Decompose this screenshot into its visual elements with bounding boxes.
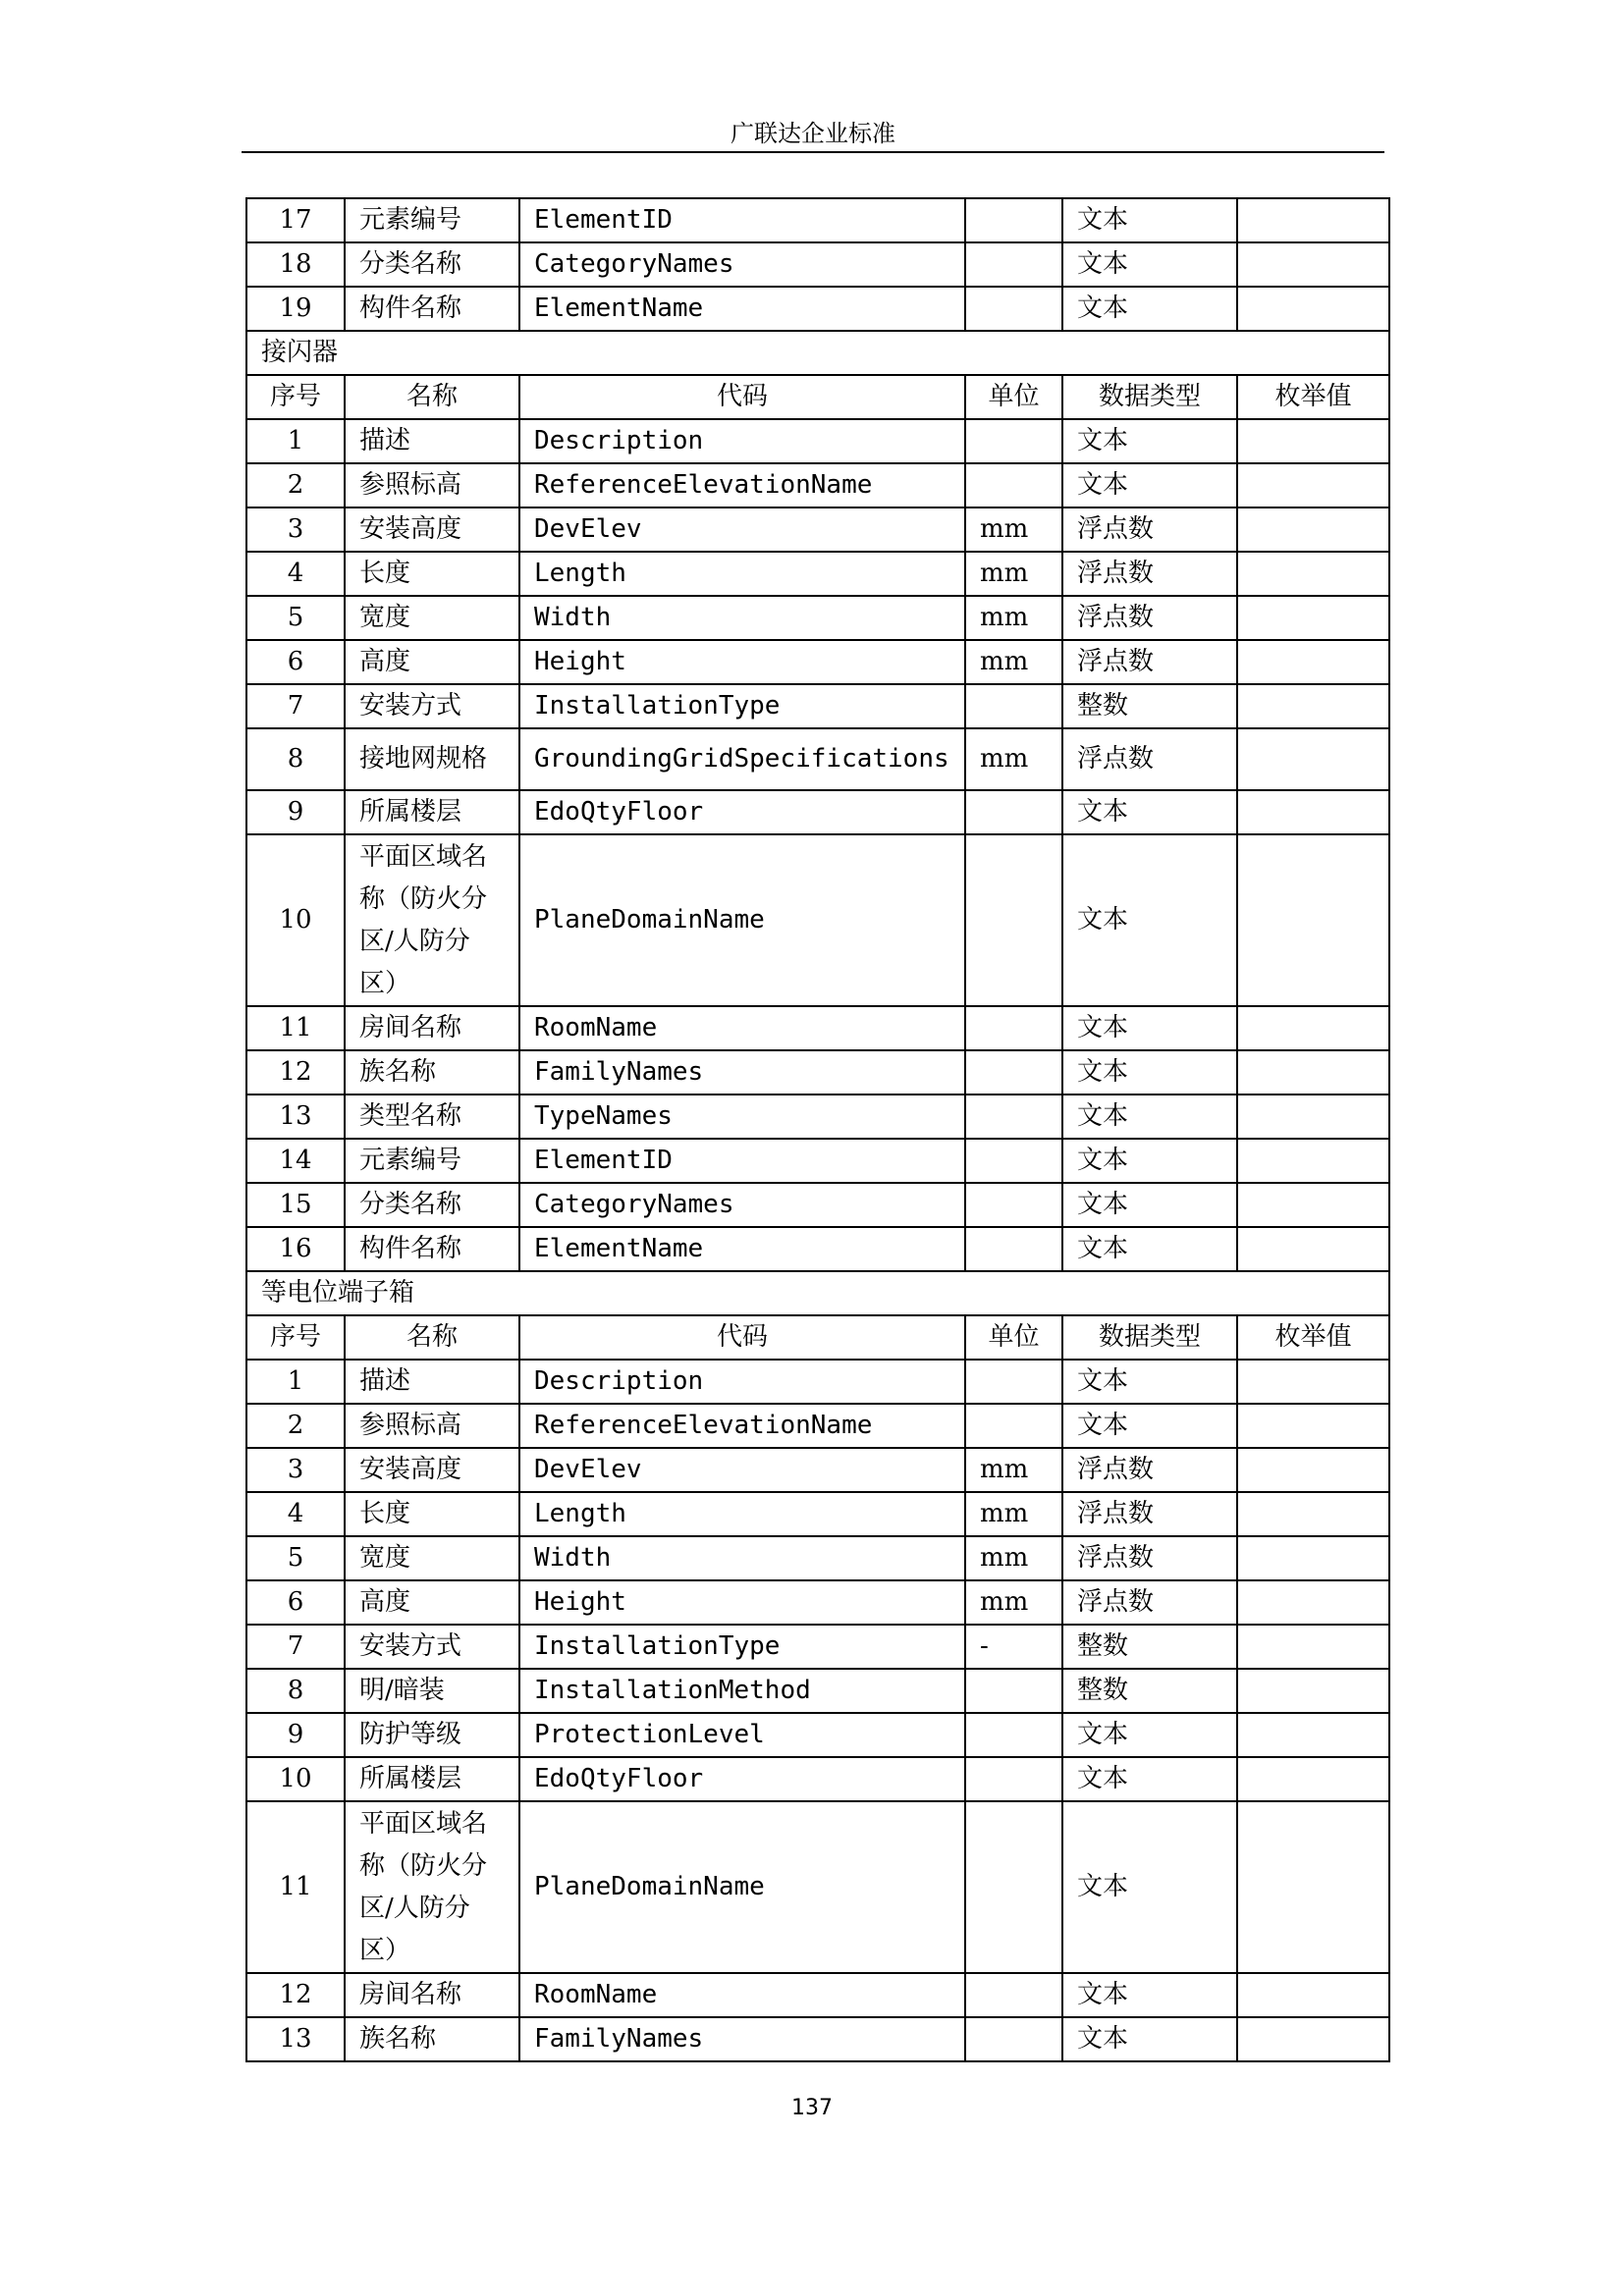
cell-no: 18 bbox=[246, 242, 345, 287]
cell-code: ElementName bbox=[519, 1227, 965, 1271]
cell-name: 明/暗装 bbox=[345, 1669, 519, 1713]
cell-type: 文本 bbox=[1062, 1973, 1237, 2017]
table-row bbox=[246, 1183, 1389, 1227]
cell-enum bbox=[1237, 1536, 1389, 1580]
cell-unit bbox=[965, 1095, 1062, 1139]
cell-enum bbox=[1237, 1139, 1389, 1183]
table-row bbox=[246, 1713, 1389, 1757]
column-header-type: 数据类型 bbox=[1062, 1315, 1237, 1360]
cell-unit: mm bbox=[965, 596, 1062, 640]
cell-enum bbox=[1237, 507, 1389, 552]
table-row bbox=[246, 1757, 1389, 1801]
column-header-enum: 枚举值 bbox=[1237, 1315, 1389, 1360]
cell-code: EdoQtyFloor bbox=[519, 790, 965, 834]
cell-enum bbox=[1237, 1095, 1389, 1139]
table-row bbox=[246, 684, 1389, 728]
cell-unit bbox=[965, 1360, 1062, 1404]
cell-name: 类型名称 bbox=[345, 1095, 519, 1139]
cell-type: 浮点数 bbox=[1062, 1492, 1237, 1536]
cell-type: 整数 bbox=[1062, 1669, 1237, 1713]
cell-type: 文本 bbox=[1062, 1183, 1237, 1227]
table-row bbox=[246, 640, 1389, 684]
cell-unit bbox=[965, 834, 1062, 1006]
cell-unit: - bbox=[965, 1625, 1062, 1669]
cell-no: 14 bbox=[246, 1139, 345, 1183]
cell-type: 文本 bbox=[1062, 419, 1237, 463]
cell-type: 文本 bbox=[1062, 198, 1237, 242]
cell-code: GroundingGridSpecifications bbox=[519, 728, 965, 790]
table-row bbox=[246, 1625, 1389, 1669]
cell-unit bbox=[965, 1227, 1062, 1271]
cell-no: 12 bbox=[246, 1050, 345, 1095]
cell-no: 16 bbox=[246, 1227, 345, 1271]
cell-name: 安装方式 bbox=[345, 684, 519, 728]
table-row bbox=[246, 1492, 1389, 1536]
cell-name: 元素编号 bbox=[345, 198, 519, 242]
cell-enum bbox=[1237, 463, 1389, 507]
cell-enum bbox=[1237, 1227, 1389, 1271]
table-row bbox=[246, 1139, 1389, 1183]
cell-no: 11 bbox=[246, 1006, 345, 1050]
cell-no: 2 bbox=[246, 463, 345, 507]
table-row bbox=[246, 834, 1389, 1006]
cell-unit: mm bbox=[965, 728, 1062, 790]
cell-unit bbox=[965, 2017, 1062, 2061]
cell-no: 9 bbox=[246, 1713, 345, 1757]
page-header-title: 广联达企业标准 bbox=[731, 120, 895, 147]
cell-type: 文本 bbox=[1062, 1095, 1237, 1139]
cell-unit: mm bbox=[965, 1448, 1062, 1492]
cell-name: 房间名称 bbox=[345, 1006, 519, 1050]
spec-table-body bbox=[246, 198, 1389, 2061]
cell-no: 12 bbox=[246, 1973, 345, 2017]
cell-code: Width bbox=[519, 596, 965, 640]
column-header-unit: 单位 bbox=[965, 1315, 1062, 1360]
table-row bbox=[246, 242, 1389, 287]
cell-type: 文本 bbox=[1062, 2017, 1237, 2061]
cell-enum bbox=[1237, 242, 1389, 287]
header-rule bbox=[242, 151, 1384, 153]
cell-code: Description bbox=[519, 419, 965, 463]
table-row bbox=[246, 1536, 1389, 1580]
cell-unit bbox=[965, 790, 1062, 834]
cell-name: 所属楼层 bbox=[345, 1757, 519, 1801]
cell-no: 10 bbox=[246, 1757, 345, 1801]
table-row bbox=[246, 507, 1389, 552]
cell-unit bbox=[965, 1006, 1062, 1050]
table-row bbox=[246, 596, 1389, 640]
cell-code: PlaneDomainName bbox=[519, 1801, 965, 1973]
cell-unit bbox=[965, 1050, 1062, 1095]
cell-no: 8 bbox=[246, 1669, 345, 1713]
cell-code: PlaneDomainName bbox=[519, 834, 965, 1006]
cell-code: EdoQtyFloor bbox=[519, 1757, 965, 1801]
cell-code: ReferenceElevationName bbox=[519, 463, 965, 507]
cell-no: 3 bbox=[246, 507, 345, 552]
cell-name: 宽度 bbox=[345, 596, 519, 640]
cell-enum bbox=[1237, 1713, 1389, 1757]
cell-unit bbox=[965, 1713, 1062, 1757]
cell-no: 2 bbox=[246, 1404, 345, 1448]
cell-unit: mm bbox=[965, 552, 1062, 596]
column-header-enum: 枚举值 bbox=[1237, 375, 1389, 419]
cell-name: 安装高度 bbox=[345, 507, 519, 552]
table-row bbox=[246, 1404, 1389, 1448]
cell-name: 族名称 bbox=[345, 2017, 519, 2061]
cell-code: Height bbox=[519, 1580, 965, 1625]
table-row bbox=[246, 1973, 1389, 2017]
cell-no: 3 bbox=[246, 1448, 345, 1492]
cell-type: 文本 bbox=[1062, 1713, 1237, 1757]
cell-enum bbox=[1237, 1050, 1389, 1095]
cell-enum bbox=[1237, 552, 1389, 596]
cell-code: ElementName bbox=[519, 287, 965, 331]
cell-unit bbox=[965, 1801, 1062, 1973]
column-header-name: 名称 bbox=[345, 1315, 519, 1360]
cell-code: Description bbox=[519, 1360, 965, 1404]
cell-name: 安装方式 bbox=[345, 1625, 519, 1669]
cell-enum bbox=[1237, 1973, 1389, 2017]
table-row bbox=[246, 1095, 1389, 1139]
cell-no: 13 bbox=[246, 1095, 345, 1139]
cell-code: ProtectionLevel bbox=[519, 1713, 965, 1757]
cell-type: 文本 bbox=[1062, 1404, 1237, 1448]
cell-no: 6 bbox=[246, 1580, 345, 1625]
cell-name: 族名称 bbox=[345, 1050, 519, 1095]
table-row bbox=[246, 1006, 1389, 1050]
cell-type: 文本 bbox=[1062, 1006, 1237, 1050]
section-title-row bbox=[246, 331, 1389, 375]
cell-name: 元素编号 bbox=[345, 1139, 519, 1183]
cell-name: 接地网规格 bbox=[345, 728, 519, 790]
column-header-code: 代码 bbox=[519, 1315, 965, 1360]
cell-type: 文本 bbox=[1062, 287, 1237, 331]
cell-type: 文本 bbox=[1062, 790, 1237, 834]
cell-enum bbox=[1237, 1625, 1389, 1669]
cell-code: CategoryNames bbox=[519, 242, 965, 287]
cell-enum bbox=[1237, 2017, 1389, 2061]
cell-type: 文本 bbox=[1062, 834, 1237, 1006]
cell-enum bbox=[1237, 287, 1389, 331]
cell-unit bbox=[965, 1183, 1062, 1227]
cell-type: 浮点数 bbox=[1062, 1536, 1237, 1580]
cell-unit: mm bbox=[965, 1536, 1062, 1580]
table-row bbox=[246, 1801, 1389, 1973]
cell-unit bbox=[965, 242, 1062, 287]
cell-enum bbox=[1237, 419, 1389, 463]
table-row bbox=[246, 552, 1389, 596]
cell-code: DevElev bbox=[519, 1448, 965, 1492]
table-row bbox=[246, 1360, 1389, 1404]
cell-type: 文本 bbox=[1062, 1360, 1237, 1404]
cell-type: 文本 bbox=[1062, 1801, 1237, 1973]
cell-no: 5 bbox=[246, 1536, 345, 1580]
cell-unit bbox=[965, 1757, 1062, 1801]
cell-no: 11 bbox=[246, 1801, 345, 1973]
cell-no: 7 bbox=[246, 684, 345, 728]
cell-no: 4 bbox=[246, 552, 345, 596]
cell-code: Length bbox=[519, 552, 965, 596]
section-title-row bbox=[246, 1271, 1389, 1315]
cell-enum bbox=[1237, 1006, 1389, 1050]
cell-no: 9 bbox=[246, 790, 345, 834]
cell-unit bbox=[965, 684, 1062, 728]
cell-enum bbox=[1237, 684, 1389, 728]
cell-name: 安装高度 bbox=[345, 1448, 519, 1492]
cell-name: 分类名称 bbox=[345, 242, 519, 287]
cell-type: 文本 bbox=[1062, 1139, 1237, 1183]
cell-name: 描述 bbox=[345, 1360, 519, 1404]
cell-enum bbox=[1237, 790, 1389, 834]
cell-name: 所属楼层 bbox=[345, 790, 519, 834]
table-row bbox=[246, 1448, 1389, 1492]
cell-enum bbox=[1237, 834, 1389, 1006]
cell-code: ElementID bbox=[519, 198, 965, 242]
cell-no: 6 bbox=[246, 640, 345, 684]
cell-no: 1 bbox=[246, 419, 345, 463]
cell-type: 浮点数 bbox=[1062, 552, 1237, 596]
table-row bbox=[246, 287, 1389, 331]
cell-name: 房间名称 bbox=[345, 1973, 519, 2017]
cell-enum bbox=[1237, 1580, 1389, 1625]
cell-enum bbox=[1237, 1183, 1389, 1227]
cell-type: 文本 bbox=[1062, 242, 1237, 287]
cell-name: 长度 bbox=[345, 552, 519, 596]
cell-unit bbox=[965, 1404, 1062, 1448]
cell-unit bbox=[965, 198, 1062, 242]
column-header-row bbox=[246, 1315, 1389, 1360]
cell-enum bbox=[1237, 728, 1389, 790]
cell-name: 构件名称 bbox=[345, 287, 519, 331]
cell-no: 10 bbox=[246, 834, 345, 1006]
cell-unit bbox=[965, 463, 1062, 507]
cell-unit: mm bbox=[965, 507, 1062, 552]
table-row bbox=[246, 198, 1389, 242]
table-row bbox=[246, 463, 1389, 507]
cell-enum bbox=[1237, 1669, 1389, 1713]
column-header-name: 名称 bbox=[345, 375, 519, 419]
cell-code: RoomName bbox=[519, 1973, 965, 2017]
cell-unit: mm bbox=[965, 1492, 1062, 1536]
column-header-no: 序号 bbox=[246, 375, 345, 419]
cell-name: 高度 bbox=[345, 1580, 519, 1625]
table-row bbox=[246, 419, 1389, 463]
cell-no: 17 bbox=[246, 198, 345, 242]
spec-table bbox=[245, 197, 1390, 2062]
cell-name: 宽度 bbox=[345, 1536, 519, 1580]
section-title: 接闪器 bbox=[246, 331, 1389, 375]
column-header-row bbox=[246, 375, 1389, 419]
cell-name: 参照标高 bbox=[345, 1404, 519, 1448]
cell-code: ElementID bbox=[519, 1139, 965, 1183]
cell-code: Width bbox=[519, 1536, 965, 1580]
cell-code: TypeNames bbox=[519, 1095, 965, 1139]
cell-type: 浮点数 bbox=[1062, 728, 1237, 790]
column-header-type: 数据类型 bbox=[1062, 375, 1237, 419]
cell-type: 文本 bbox=[1062, 1227, 1237, 1271]
cell-type: 浮点数 bbox=[1062, 1580, 1237, 1625]
cell-type: 整数 bbox=[1062, 1625, 1237, 1669]
cell-type: 整数 bbox=[1062, 684, 1237, 728]
cell-no: 13 bbox=[246, 2017, 345, 2061]
cell-name: 长度 bbox=[345, 1492, 519, 1536]
cell-name: 描述 bbox=[345, 419, 519, 463]
column-header-unit: 单位 bbox=[965, 375, 1062, 419]
cell-name: 防护等级 bbox=[345, 1713, 519, 1757]
table-row bbox=[246, 1227, 1389, 1271]
cell-name: 平面区域名称（防火分区/人防分区） bbox=[345, 1801, 519, 1973]
table-row bbox=[246, 1580, 1389, 1625]
cell-no: 8 bbox=[246, 728, 345, 790]
column-header-no: 序号 bbox=[246, 1315, 345, 1360]
cell-code: FamilyNames bbox=[519, 1050, 965, 1095]
cell-unit bbox=[965, 419, 1062, 463]
cell-type: 浮点数 bbox=[1062, 1448, 1237, 1492]
cell-code: FamilyNames bbox=[519, 2017, 965, 2061]
cell-enum bbox=[1237, 1801, 1389, 1973]
cell-type: 文本 bbox=[1062, 463, 1237, 507]
cell-code: RoomName bbox=[519, 1006, 965, 1050]
cell-no: 19 bbox=[246, 287, 345, 331]
cell-name: 参照标高 bbox=[345, 463, 519, 507]
table-row bbox=[246, 2017, 1389, 2061]
cell-code: InstallationMethod bbox=[519, 1669, 965, 1713]
cell-no: 15 bbox=[246, 1183, 345, 1227]
cell-unit bbox=[965, 1669, 1062, 1713]
table-row bbox=[246, 1669, 1389, 1713]
cell-type: 文本 bbox=[1062, 1757, 1237, 1801]
cell-enum bbox=[1237, 1492, 1389, 1536]
section-title: 等电位端子箱 bbox=[246, 1271, 1389, 1315]
cell-name: 分类名称 bbox=[345, 1183, 519, 1227]
cell-code: CategoryNames bbox=[519, 1183, 965, 1227]
cell-code: DevElev bbox=[519, 507, 965, 552]
cell-unit: mm bbox=[965, 1580, 1062, 1625]
cell-type: 浮点数 bbox=[1062, 507, 1237, 552]
cell-enum bbox=[1237, 1404, 1389, 1448]
cell-type: 文本 bbox=[1062, 1050, 1237, 1095]
cell-enum bbox=[1237, 1448, 1389, 1492]
cell-code: InstallationType bbox=[519, 1625, 965, 1669]
column-header-code: 代码 bbox=[519, 375, 965, 419]
cell-no: 7 bbox=[246, 1625, 345, 1669]
cell-enum bbox=[1237, 640, 1389, 684]
table-row bbox=[246, 728, 1389, 790]
cell-enum bbox=[1237, 198, 1389, 242]
cell-name: 构件名称 bbox=[345, 1227, 519, 1271]
table-row bbox=[246, 790, 1389, 834]
cell-name: 平面区域名称（防火分区/人防分区） bbox=[345, 834, 519, 1006]
cell-unit bbox=[965, 1973, 1062, 2017]
cell-no: 1 bbox=[246, 1360, 345, 1404]
cell-enum bbox=[1237, 1757, 1389, 1801]
page-number: 137 bbox=[791, 2096, 833, 2120]
cell-code: ReferenceElevationName bbox=[519, 1404, 965, 1448]
cell-no: 4 bbox=[246, 1492, 345, 1536]
cell-name: 高度 bbox=[345, 640, 519, 684]
cell-unit bbox=[965, 287, 1062, 331]
cell-type: 浮点数 bbox=[1062, 640, 1237, 684]
cell-unit: mm bbox=[965, 640, 1062, 684]
cell-unit bbox=[965, 1139, 1062, 1183]
cell-code: InstallationType bbox=[519, 684, 965, 728]
cell-code: Height bbox=[519, 640, 965, 684]
cell-type: 浮点数 bbox=[1062, 596, 1237, 640]
cell-code: Length bbox=[519, 1492, 965, 1536]
cell-no: 5 bbox=[246, 596, 345, 640]
cell-enum bbox=[1237, 1360, 1389, 1404]
table-row bbox=[246, 1050, 1389, 1095]
cell-enum bbox=[1237, 596, 1389, 640]
